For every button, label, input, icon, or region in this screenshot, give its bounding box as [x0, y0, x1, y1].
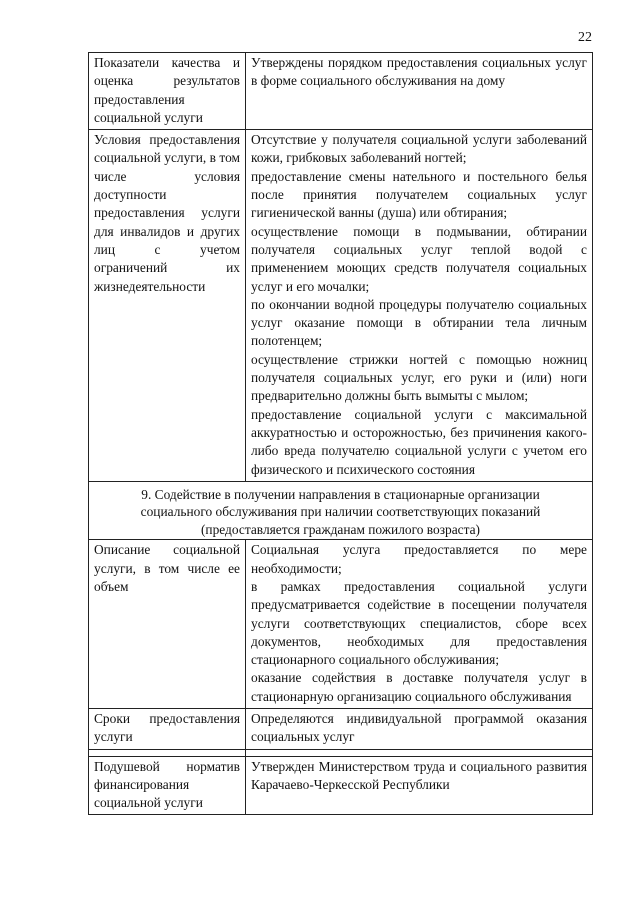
- table-row: [89, 53, 593, 130]
- row-label: Условия предоставления социальной услуги, в том числе условия доступности предоставления услуги для инвалидов и других лиц с учетом ограничений их жизнедеятельности: [89, 130, 246, 482]
- content-paragraph: предоставление социальной услуги с максимальной аккуратностью и осторожностью, без причинения какого-либо вреда получателю социальной услуги с учетом его физического и психического состояния: [251, 406, 587, 477]
- section-title-line: 9. Содействие в получении направления в стационарные организации: [141, 486, 540, 502]
- table-row: [89, 709, 593, 750]
- content-paragraph: осуществление стрижки ногтей с помощью ножниц получателя социальных услуг, его руки и (или) ноги предварительно должны быть вымыты с мылом;: [251, 351, 587, 404]
- section-title-line: социального обслуживания при наличии соответствующих показаний: [140, 504, 541, 520]
- content-paragraph: Отсутствие у получателя социальной услуги заболеваний кожи, грибковых заболеваний ногтей;: [251, 132, 587, 166]
- section-title-line: (предоставляется гражданам пожилого возраста): [200, 521, 481, 537]
- row-content: [246, 709, 593, 750]
- table-gap-row: [89, 749, 593, 756]
- gap-cell: [89, 749, 246, 756]
- content-paragraph: в рамках предоставления социальной услуги предусматривается содействие в посещении получателя услуги соответствующих специалистов, сборе всех документов, необходимых для предоставления стационарного социального обслуживания;: [251, 578, 587, 668]
- content-paragraph: по окончании водной процедуры получателю социальных услуг оказание помощи в обтирании тела личным полотенцем;: [251, 296, 587, 349]
- content-paragraph: Определяются индивидуальной программой оказания социальных услуг: [251, 711, 587, 745]
- table-row: [89, 540, 593, 709]
- table-row: [89, 756, 593, 815]
- content-paragraph: Социальная услуга предоставляется по мере необходимости;: [251, 542, 587, 576]
- row-label: Сроки предоставления услуги: [89, 709, 246, 750]
- row-content: [246, 540, 593, 709]
- page-number: 22: [578, 30, 592, 45]
- section-title: [89, 481, 593, 540]
- row-content: [246, 756, 593, 815]
- row-content: [246, 53, 593, 130]
- content-paragraph: предоставление смены нательного и постельного белья после принятия получателем социальных услуг гигиенической ванны (душа) или обтирания;: [251, 168, 587, 221]
- gap-cell: [246, 749, 593, 756]
- content-paragraph: Утверждены порядком предоставления социальных услуг в форме социального обслуживания на дому: [251, 55, 587, 89]
- section-header-row: [89, 481, 593, 540]
- row-label: Описание социальной услуги, в том числе ее объем: [89, 540, 246, 709]
- content-paragraph: Утвержден Министерством труда и социального развития Карачаево-Черкесской Республики: [251, 758, 587, 792]
- table-row: [89, 130, 593, 482]
- content-paragraph: оказание содействия в доставке получателя услуг в стационарную организацию социального обслуживания: [251, 670, 587, 704]
- row-label: Подушевой норматив финансирования социальной услуги: [89, 756, 246, 815]
- service-table: [88, 52, 593, 815]
- row-content: [246, 130, 593, 482]
- content-paragraph: осуществление помощи в подмывании, обтирании получателя социальных услуг теплой водой с применением моющих средств получателя социальных услуг и его мочалки;: [251, 223, 587, 294]
- row-label: Показатели качества и оценка результатов предоставления социальной услуги: [89, 53, 246, 130]
